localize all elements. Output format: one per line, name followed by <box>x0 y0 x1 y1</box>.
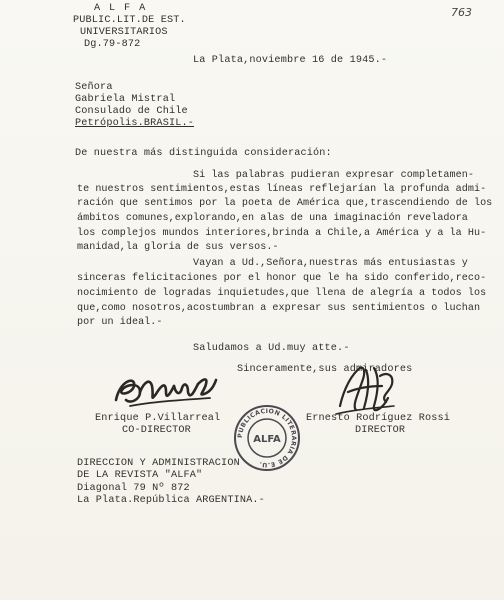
footer-line-2: DE LA REVISTA "ALFA" <box>77 470 203 481</box>
alfa-seal-stamp <box>233 404 301 472</box>
signature-villarreal <box>110 370 222 414</box>
closing-line: Saludamos a Ud.muy atte.- <box>193 343 350 354</box>
recipient-line-3: Consulado de Chile <box>75 106 188 117</box>
letterhead-line-2: PUBLIC.LIT.DE EST. <box>73 15 186 26</box>
body-line: sinceras felicitaciones por el honor que le ha sido conferido,reco- <box>77 273 487 284</box>
signature-rodriguez-rossi <box>330 362 400 420</box>
recipient-line-1: Señora <box>75 82 113 93</box>
stamp-center-text: ALFA <box>253 434 281 445</box>
recipient-name: Gabriela Mistral <box>75 94 176 105</box>
salutation: De nuestra más distinguida consideración: <box>75 148 332 159</box>
signatory-title-left: CO-DIRECTOR <box>122 425 191 436</box>
body-line: los complejos mundos interiores,brinda a Chile,a América y a la Hu- <box>77 228 487 239</box>
signatory-name-left: Enrique P.Villarreal <box>95 413 221 424</box>
body-line: te nuestros sentimientos,estas líneas reflejarían la profunda admi- <box>77 184 487 195</box>
stamp-ring-text: PUBLICACION LITERARIA DE E.U. <box>236 407 298 469</box>
letterhead-line-3: UNIVERSITARIOS <box>80 27 168 38</box>
letterhead-title: A L F A <box>94 3 147 14</box>
body-line: que,como nosotros,acostumbran a expresar sus sentimientos o luchan <box>77 303 481 314</box>
body-line: nocimiento de logradas inquietudes,que llena de alegría a todos los <box>77 288 487 299</box>
body-line: Si las palabras pudieran expresar completamen- <box>193 170 474 181</box>
letterhead-line-4: Dg.79-872 <box>84 39 141 50</box>
recipient-line-4: Petrópolis.BRASIL.- <box>75 118 195 129</box>
date-line: La Plata,noviembre 16 de 1945.- <box>193 55 388 66</box>
folio-number: 763 <box>451 6 472 19</box>
signatory-title-right: DIRECTOR <box>355 425 406 436</box>
body-line: ámbitos comunes,explorando,en alas de una imaginación reveladora <box>77 213 468 224</box>
body-line: manidad,la gloria de sus versos.- <box>77 242 279 253</box>
body-line: ración que sentimos por la poeta de América que,trascendiendo de los <box>77 198 493 209</box>
footer-line-1: DIRECCION Y ADMINISTRACION <box>77 458 240 469</box>
footer-line-3: Diagonal 79 Nº 872 <box>77 483 190 494</box>
sincerely-line: Sinceramente,sus admiradores <box>237 364 413 375</box>
signatory-name-right: Ernesto Rodríguez Rossi <box>306 413 451 424</box>
footer-line-4: La Plata.República ARGENTINA.- <box>77 495 265 506</box>
body-line: por un ideal.- <box>77 317 163 328</box>
body-line: Vayan a Ud.,Señora,nuestras más entusiastas y <box>193 258 468 269</box>
